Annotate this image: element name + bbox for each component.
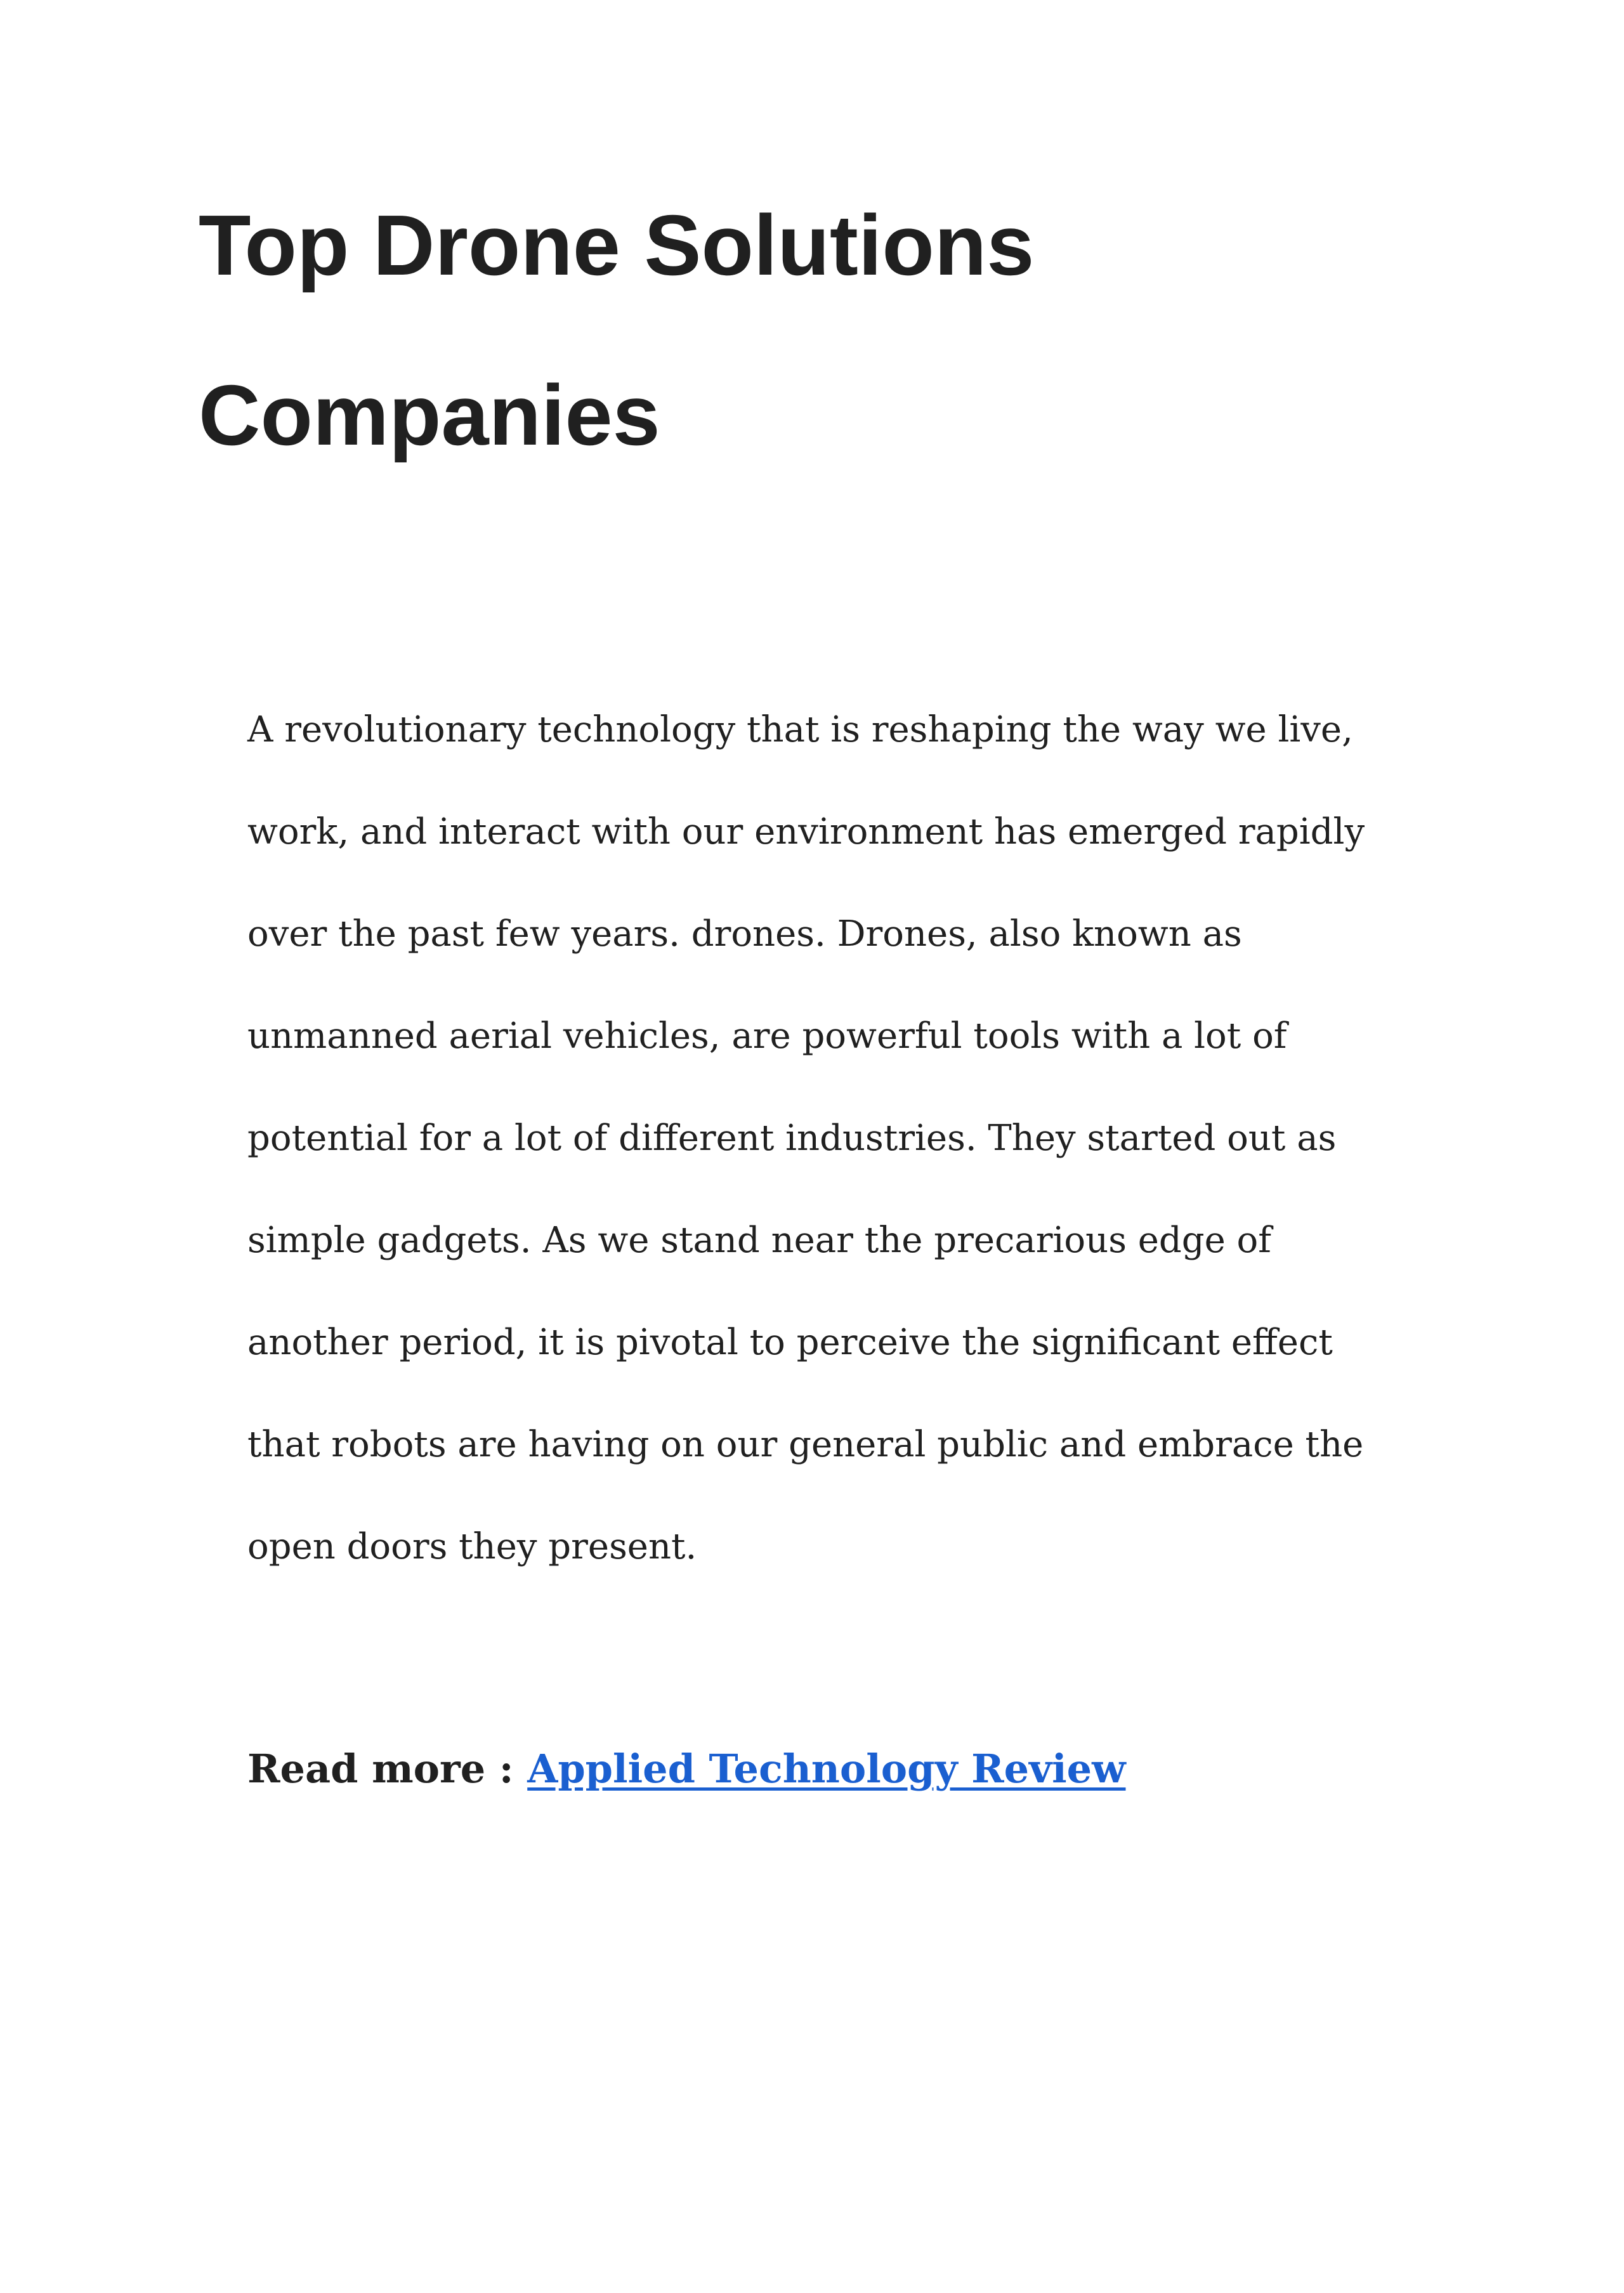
page-title [199, 160, 1467, 500]
paragraph-line: that robots are having on our general public and embrace the [247, 1424, 1364, 1465]
paragraph-line: potential for a lot of different industries. They started out as [247, 1118, 1337, 1159]
paragraph-line: A revolutionary technology that is reshaping the way we live, [247, 709, 1353, 750]
paragraph-line: open doors they present. [247, 1526, 697, 1567]
applied-technology-review-link[interactable]: Applied Technology Review [527, 1746, 1126, 1792]
title-line-2: Companies [199, 367, 660, 463]
read-more-label: Read more : [247, 1746, 528, 1792]
body-paragraph [247, 679, 1548, 1598]
paragraph-line: simple gadgets. As we stand near the precarious edge of [247, 1220, 1271, 1261]
paragraph-line: work, and interact with our environment has emerged rapidly [247, 811, 1365, 853]
title-line-1: Top Drone Solutions [199, 197, 1035, 293]
paragraph-line: unmanned aerial vehicles, are powerful tools with a lot of [247, 1016, 1287, 1057]
read-more-line [247, 1718, 1125, 1820]
paragraph-line: another period, it is pivotal to perceive the significant effect [247, 1322, 1333, 1363]
paragraph-line: over the past few years. drones. Drones, also known as [247, 913, 1242, 955]
